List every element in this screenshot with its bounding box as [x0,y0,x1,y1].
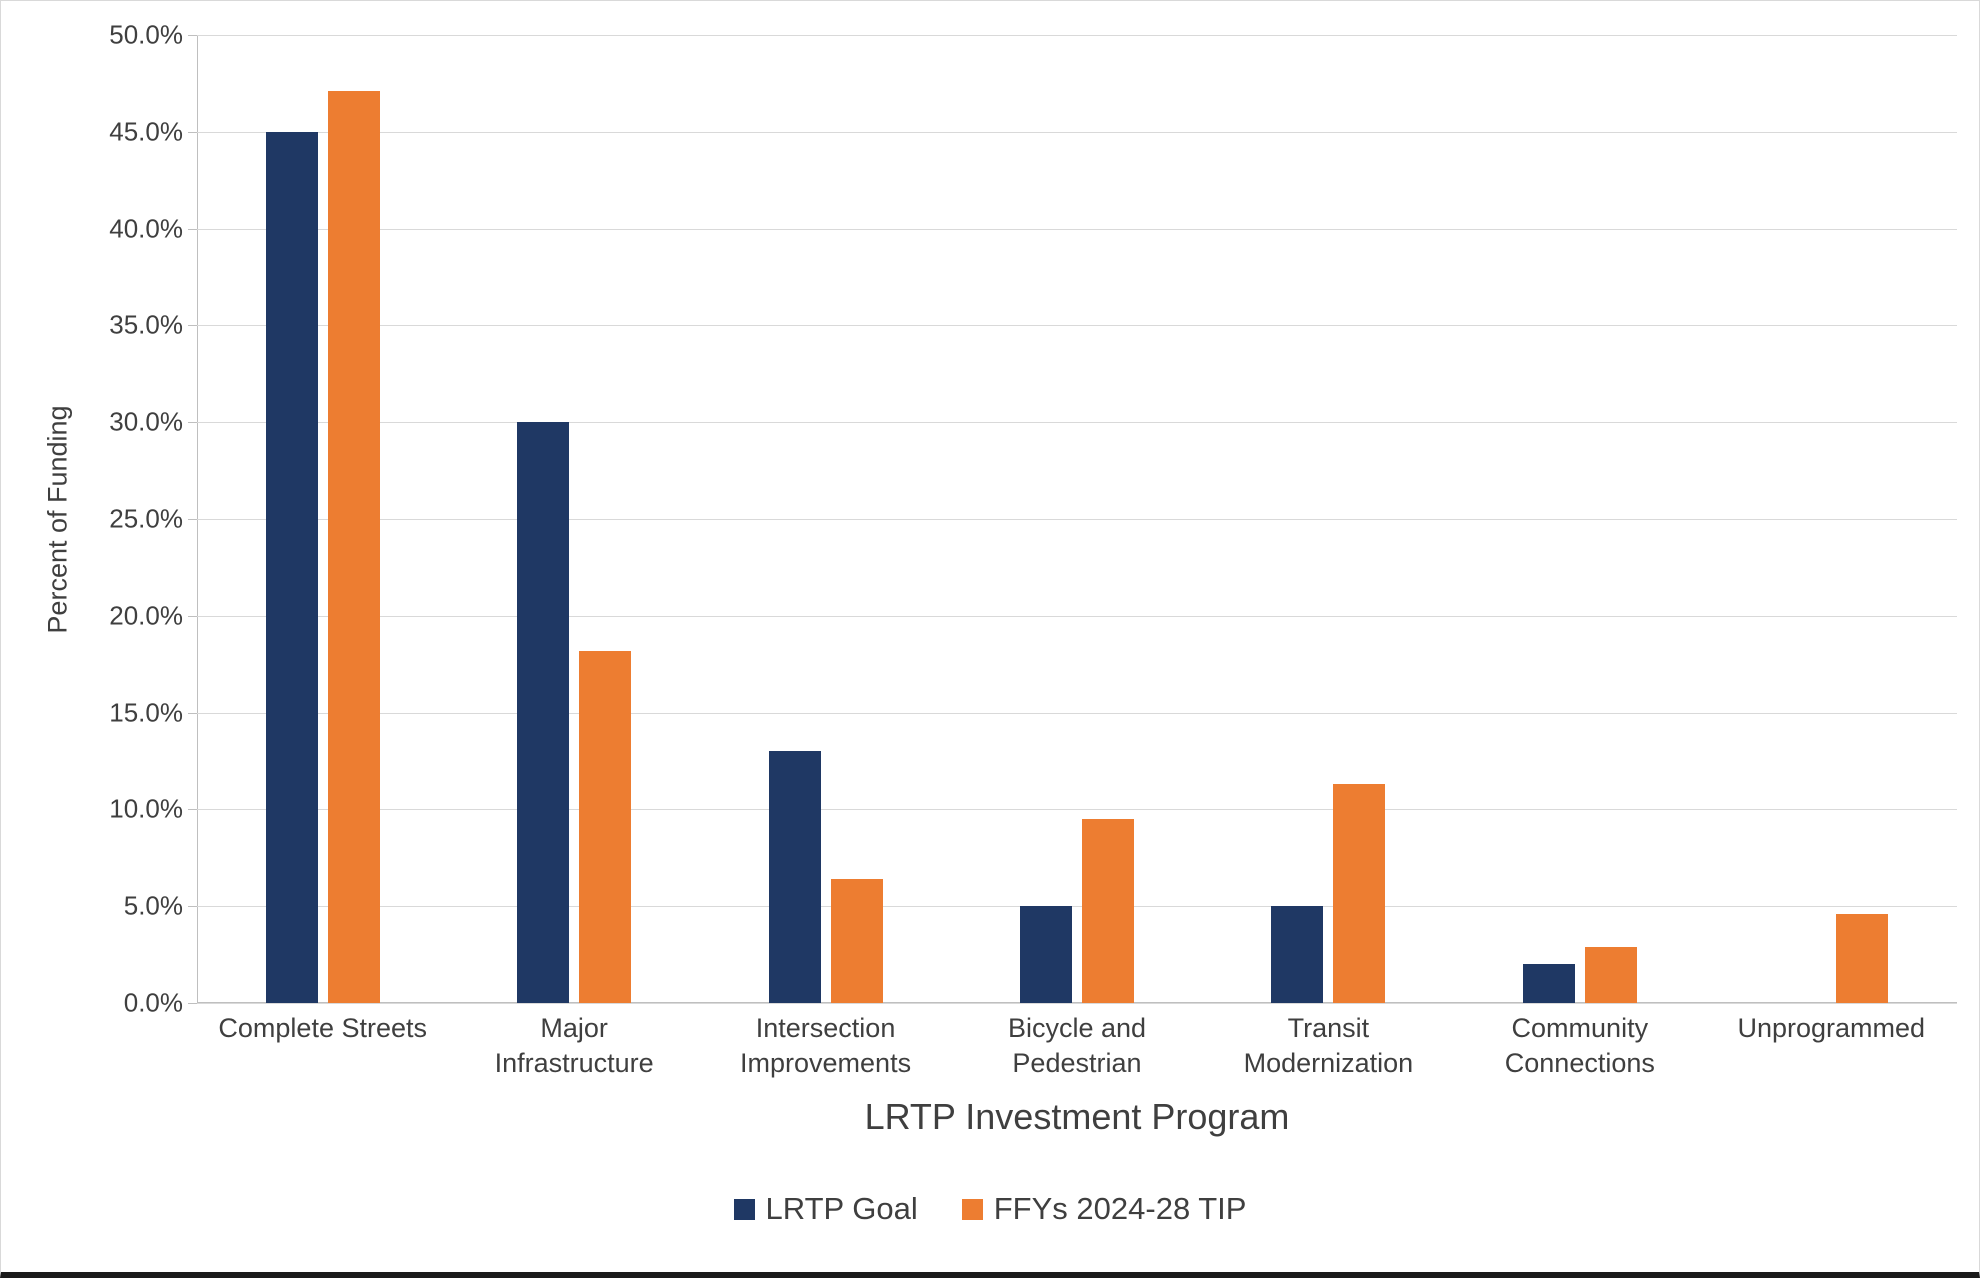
bar [831,879,883,1003]
legend-label: FFYs 2024-28 TIP [993,1191,1247,1226]
x-axis-tick-label-line: Infrastructure [494,1048,654,1078]
y-axis-tick-label: 50.0% [109,19,183,50]
bar-groups [197,35,1957,1003]
bar [1585,947,1637,1003]
x-axis-tick-label-line: Pedestrian [1012,1048,1142,1078]
bar [1020,906,1072,1003]
legend-label: LRTP Goal [765,1191,918,1226]
bar [1836,914,1888,1003]
y-axis-tick-label: 15.0% [109,697,183,728]
bar [1333,784,1385,1003]
bar-group [448,35,699,1003]
x-axis-tick-label-line: Improvements [740,1048,912,1078]
y-axis-tick-label: 35.0% [109,309,183,340]
y-axis-tick-label: 5.0% [123,890,183,921]
x-axis-tick-labels [197,1011,1957,1081]
bar [769,751,821,1003]
x-axis-tick-label [1706,1011,1957,1081]
gridline [197,1003,1957,1004]
x-axis-tick-label [197,1011,448,1081]
bar [328,91,380,1003]
y-axis-title-text: Percent of Funding [42,404,73,634]
x-axis-tick-label-line: Transit [1287,1013,1370,1043]
x-axis-tick-label-line: Modernization [1243,1048,1414,1078]
y-axis-tick-label: 10.0% [109,793,183,824]
bar [1271,906,1323,1003]
bar [579,651,631,1003]
bar-group [951,35,1202,1003]
y-axis-title [41,35,75,1003]
bar [1082,819,1134,1003]
x-axis-tick-label-line: Complete Streets [218,1013,427,1043]
bar [266,132,318,1003]
x-axis-tick-label-line: Bicycle and [1007,1013,1147,1043]
plot-area [109,19,1957,1018]
x-axis-tick-label-line: Unprogrammed [1737,1013,1926,1043]
bar [1523,964,1575,1003]
y-axis-tick-label: 45.0% [109,116,183,147]
y-axis-tick-label: 25.0% [109,503,183,534]
x-axis-tick-label [700,1011,951,1081]
y-axis-tick-label: 30.0% [109,406,183,437]
legend [1,1191,1979,1227]
legend-item[interactable] [734,1191,918,1227]
bar [517,422,569,1003]
y-axis-tick-label: 0.0% [123,987,183,1018]
legend-swatch [962,1199,983,1220]
x-axis-title: LRTP Investment Program [864,1096,1290,1137]
legend-swatch [734,1199,755,1220]
x-axis-tick-label [448,1011,699,1081]
bar-group [1706,35,1957,1003]
y-axis-tick-label: 40.0% [109,213,183,244]
x-axis-tick-label-line: Connections [1504,1048,1655,1078]
x-axis-tick-label-line: Intersection [755,1013,896,1043]
bar-group [197,35,448,1003]
legend-item[interactable] [962,1191,1247,1227]
bar-group [700,35,951,1003]
x-axis-tick-label [1454,1011,1705,1081]
bar-group [1454,35,1705,1003]
x-axis-tick-label-line: Major [540,1013,608,1043]
bar-group [1203,35,1454,1003]
x-axis-tick-label [951,1011,1202,1081]
x-axis-tick-label [1203,1011,1454,1081]
x-axis-tick-label-line: Community [1511,1013,1649,1043]
y-axis-tick-label: 20.0% [109,600,183,631]
